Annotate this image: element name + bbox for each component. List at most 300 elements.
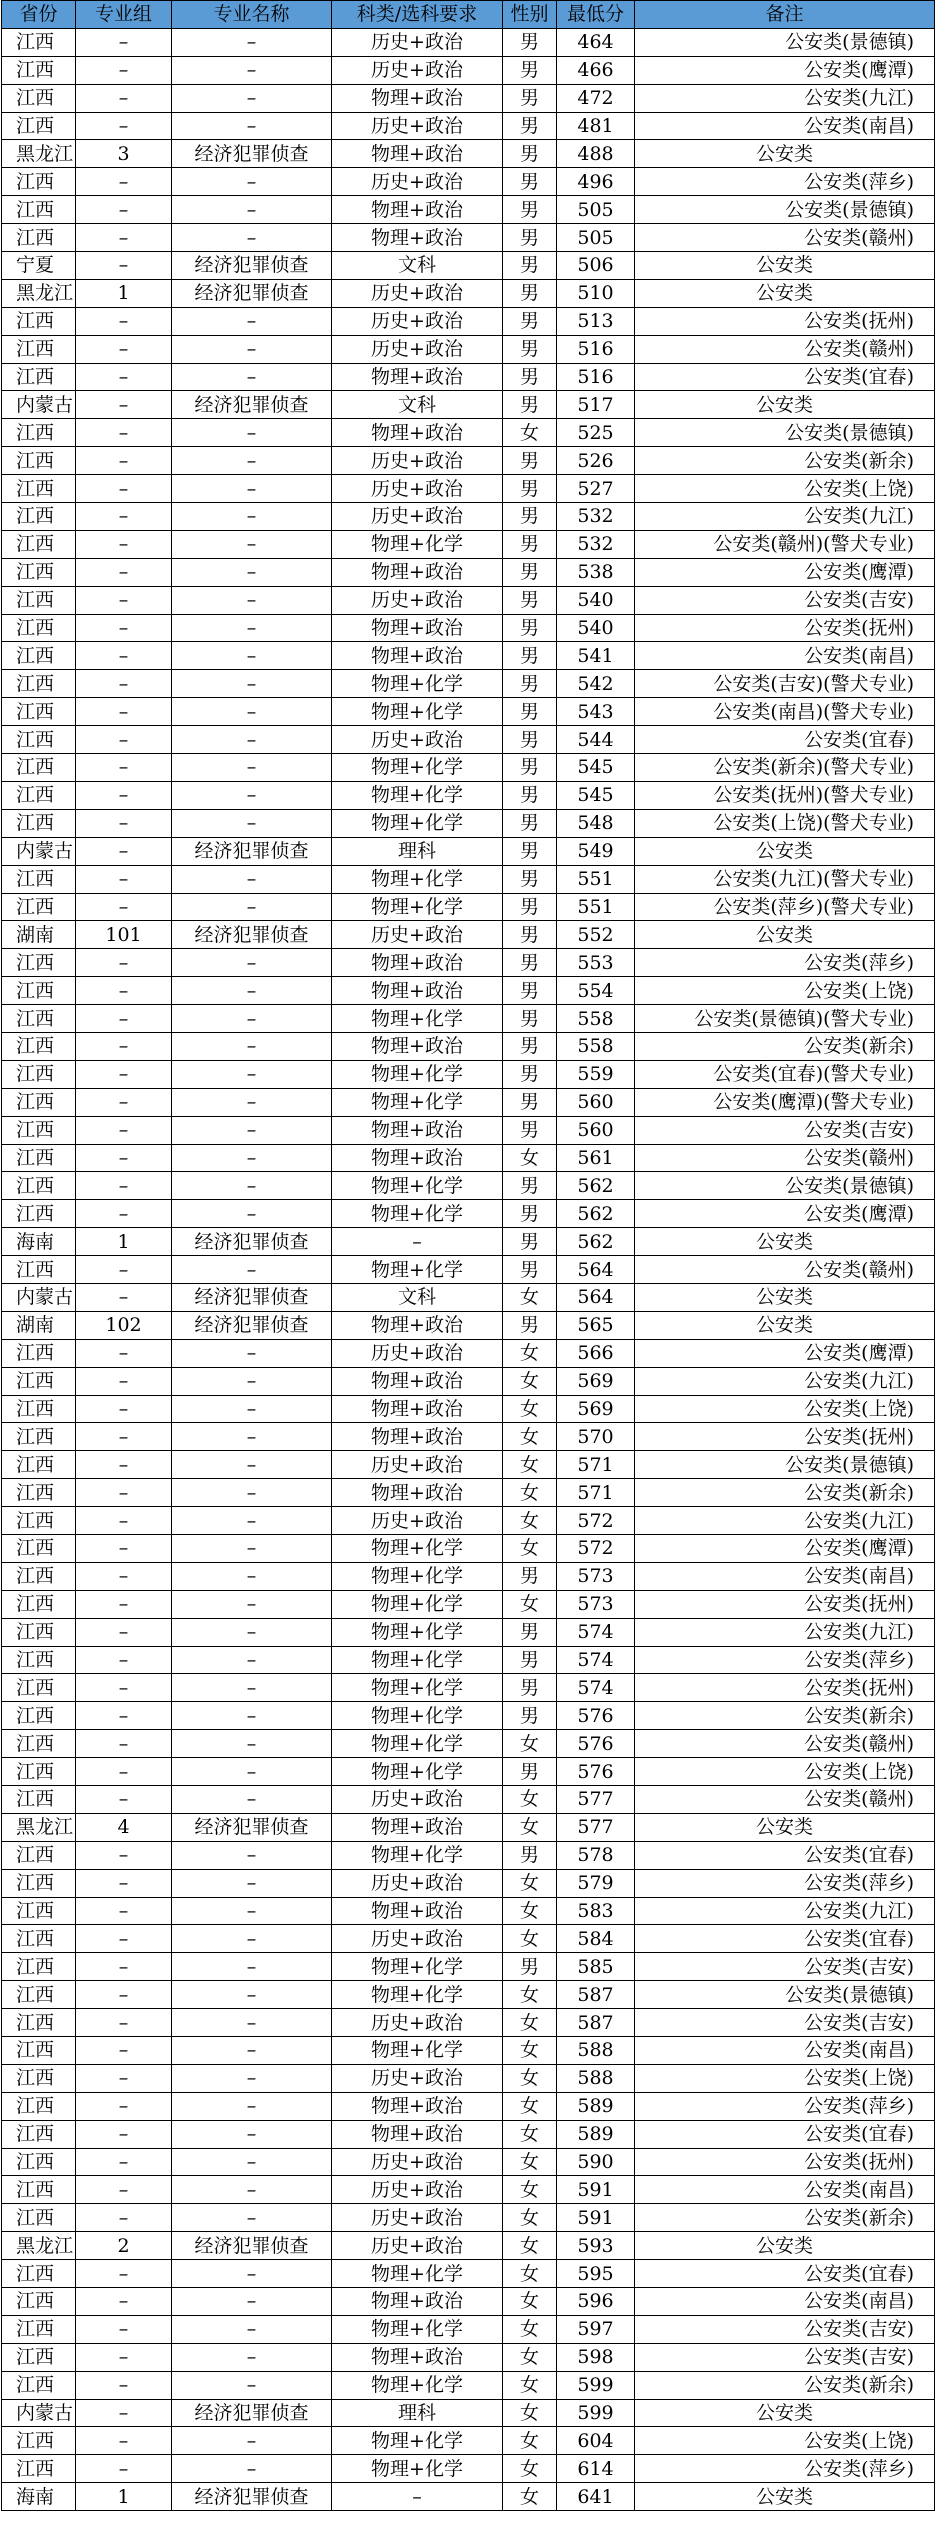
subject-requirement-cell: 物理+化学 <box>332 865 503 893</box>
table-row <box>2 307 935 335</box>
remarks-cell: 公安类(赣州) <box>635 1256 935 1284</box>
subject-requirement-cell: 物理+化学 <box>332 1758 503 1786</box>
gender-cell: 男 <box>503 865 557 893</box>
province-cell: 江西 <box>2 1674 76 1702</box>
remarks-cell: 公安类(抚州) <box>635 614 935 642</box>
table-row <box>2 503 935 531</box>
major-group-cell: – <box>76 475 172 503</box>
min-score-cell: 561 <box>557 1144 635 1172</box>
gender-cell: 女 <box>503 1925 557 1953</box>
remarks-cell: 公安类(抚州) <box>635 1674 935 1702</box>
subject-requirement-cell: 历史+政治 <box>332 279 503 307</box>
min-score-cell: 587 <box>557 2009 635 2037</box>
major-name-cell: – <box>172 2260 332 2288</box>
province-cell: 江西 <box>2 196 76 224</box>
major-group-cell: – <box>76 1116 172 1144</box>
gender-cell: 男 <box>503 84 557 112</box>
min-score-cell: 577 <box>557 1786 635 1814</box>
gender-cell: 男 <box>503 530 557 558</box>
gender-cell: 男 <box>503 893 557 921</box>
major-name-cell: – <box>172 1730 332 1758</box>
province-cell: 江西 <box>2 1172 76 1200</box>
major-name-cell: – <box>172 56 332 84</box>
major-name-cell: – <box>172 363 332 391</box>
gender-cell: 男 <box>503 754 557 782</box>
province-cell: 江西 <box>2 1981 76 2009</box>
table-row <box>2 2399 935 2427</box>
subject-requirement-cell: 物理+政治 <box>332 1897 503 1925</box>
major-name-cell: – <box>172 112 332 140</box>
gender-cell: 男 <box>503 1116 557 1144</box>
min-score-cell: 596 <box>557 2288 635 2316</box>
province-cell: 江西 <box>2 1088 76 1116</box>
province-cell: 内蒙古 <box>2 391 76 419</box>
table-row <box>2 1925 935 1953</box>
gender-cell: 男 <box>503 1646 557 1674</box>
gender-cell: 男 <box>503 1758 557 1786</box>
major-name-cell: – <box>172 1088 332 1116</box>
remarks-cell: 公安类(鹰潭) <box>635 1339 935 1367</box>
province-cell: 江西 <box>2 1869 76 1897</box>
gender-cell: 女 <box>503 2427 557 2455</box>
min-score-cell: 578 <box>557 1841 635 1869</box>
admission-score-table <box>1 0 935 2511</box>
major-group-cell: – <box>76 1339 172 1367</box>
remarks-cell: 公安类(萍乡) <box>635 1869 935 1897</box>
major-group-cell: – <box>76 586 172 614</box>
remarks-cell: 公安类 <box>635 1311 935 1339</box>
major-name-cell: – <box>172 781 332 809</box>
major-name-cell: – <box>172 2009 332 2037</box>
table-row <box>2 2204 935 2232</box>
major-name-cell: – <box>172 1060 332 1088</box>
subject-requirement-cell: 物理+化学 <box>332 1060 503 1088</box>
major-group-cell: – <box>76 1200 172 1228</box>
gender-cell: 男 <box>503 112 557 140</box>
table-row <box>2 1395 935 1423</box>
subject-requirement-cell: 物理+化学 <box>332 2371 503 2399</box>
gender-cell: 女 <box>503 1590 557 1618</box>
major-group-cell: – <box>76 1367 172 1395</box>
major-group-cell: – <box>76 2092 172 2120</box>
gender-cell: 男 <box>503 586 557 614</box>
gender-cell: 女 <box>503 2064 557 2092</box>
major-group-cell: – <box>76 391 172 419</box>
remarks-cell: 公安类(南昌) <box>635 2176 935 2204</box>
remarks-cell: 公安类(九江) <box>635 1367 935 1395</box>
remarks-cell: 公安类 <box>635 2483 935 2511</box>
major-name-cell: – <box>172 726 332 754</box>
remarks-cell: 公安类(南昌) <box>635 112 935 140</box>
min-score-cell: 588 <box>557 2064 635 2092</box>
province-cell: 江西 <box>2 726 76 754</box>
min-score-cell: 566 <box>557 1339 635 1367</box>
gender-cell: 女 <box>503 2371 557 2399</box>
major-group-cell: – <box>76 1060 172 1088</box>
gender-cell: 男 <box>503 363 557 391</box>
major-group-cell: 102 <box>76 1311 172 1339</box>
remarks-cell: 公安类(上饶) <box>635 2064 935 2092</box>
major-group-cell: 3 <box>76 140 172 168</box>
province-cell: 江西 <box>2 1897 76 1925</box>
gender-cell: 男 <box>503 781 557 809</box>
table-row <box>2 2064 935 2092</box>
major-name-cell: – <box>172 1869 332 1897</box>
subject-requirement-cell: 历史+政治 <box>332 2176 503 2204</box>
table-row <box>2 2288 935 2316</box>
major-group-cell: – <box>76 84 172 112</box>
gender-cell: 女 <box>503 2315 557 2343</box>
remarks-cell: 公安类 <box>635 279 935 307</box>
table-row <box>2 1060 935 1088</box>
min-score-cell: 614 <box>557 2455 635 2483</box>
major-group-cell: – <box>76 1395 172 1423</box>
remarks-cell: 公安类(吉安) <box>635 586 935 614</box>
subject-requirement-cell: 物理+化学 <box>332 698 503 726</box>
major-name-cell: 经济犯罪侦查 <box>172 2399 332 2427</box>
remarks-cell: 公安类(吉安) <box>635 1953 935 1981</box>
major-name-cell: – <box>172 1367 332 1395</box>
gender-cell: 女 <box>503 1869 557 1897</box>
remarks-cell: 公安类(赣州) <box>635 335 935 363</box>
min-score-cell: 545 <box>557 781 635 809</box>
remarks-cell: 公安类(吉安) <box>635 1116 935 1144</box>
major-group-cell: – <box>76 1283 172 1311</box>
gender-cell: 女 <box>503 2204 557 2232</box>
major-name-cell: – <box>172 1451 332 1479</box>
min-score-cell: 589 <box>557 2120 635 2148</box>
major-name-cell: – <box>172 1005 332 1033</box>
province-cell: 海南 <box>2 1228 76 1256</box>
remarks-cell: 公安类(九江) <box>635 1897 935 1925</box>
table-row <box>2 447 935 475</box>
subject-requirement-cell: 历史+政治 <box>332 586 503 614</box>
min-score-cell: 552 <box>557 921 635 949</box>
min-score-cell: 516 <box>557 363 635 391</box>
subject-requirement-cell: 物理+化学 <box>332 1590 503 1618</box>
min-score-cell: 584 <box>557 1925 635 1953</box>
gender-cell: 男 <box>503 196 557 224</box>
subject-requirement-cell: 物理+政治 <box>332 2120 503 2148</box>
major-group-cell: – <box>76 1534 172 1562</box>
gender-cell: 女 <box>503 1395 557 1423</box>
table-row <box>2 754 935 782</box>
province-cell: 江西 <box>2 28 76 56</box>
subject-requirement-cell: 物理+政治 <box>332 363 503 391</box>
remarks-cell: 公安类(景德镇) <box>635 196 935 224</box>
remarks-cell: 公安类(萍乡) <box>635 1646 935 1674</box>
table-row <box>2 642 935 670</box>
subject-requirement-cell: 物理+政治 <box>332 558 503 586</box>
major-name-cell: – <box>172 196 332 224</box>
remarks-cell: 公安类(景德镇)(警犬专业) <box>635 1005 935 1033</box>
major-name-cell: – <box>172 558 332 586</box>
province-cell: 江西 <box>2 698 76 726</box>
subject-requirement-cell: 物理+政治 <box>332 977 503 1005</box>
major-name-cell: – <box>172 1841 332 1869</box>
table-row <box>2 1172 935 1200</box>
table-row <box>2 140 935 168</box>
major-name-cell: 经济犯罪侦查 <box>172 252 332 280</box>
table-row <box>2 1228 935 1256</box>
province-cell: 宁夏 <box>2 252 76 280</box>
province-cell: 黑龙江 <box>2 2232 76 2260</box>
table-row <box>2 837 935 865</box>
min-score-cell: 513 <box>557 307 635 335</box>
subject-requirement-cell: 历史+政治 <box>332 112 503 140</box>
min-score-cell: 579 <box>557 1869 635 1897</box>
remarks-cell: 公安类(九江)(警犬专业) <box>635 865 935 893</box>
province-cell: 江西 <box>2 1925 76 1953</box>
table-row <box>2 56 935 84</box>
subject-requirement-cell: 历史+政治 <box>332 2204 503 2232</box>
subject-requirement-cell: 物理+政治 <box>332 196 503 224</box>
province-cell: 江西 <box>2 1786 76 1814</box>
major-name-cell: – <box>172 530 332 558</box>
subject-requirement-cell: 物理+政治 <box>332 1116 503 1144</box>
gender-cell: 男 <box>503 837 557 865</box>
remarks-cell: 公安类(上饶)(警犬专业) <box>635 809 935 837</box>
remarks-cell: 公安类(赣州) <box>635 1144 935 1172</box>
province-cell: 江西 <box>2 1060 76 1088</box>
gender-cell: 男 <box>503 28 557 56</box>
province-cell: 江西 <box>2 781 76 809</box>
subject-requirement-cell: 历史+政治 <box>332 56 503 84</box>
major-name-cell: – <box>172 1786 332 1814</box>
major-group-cell: – <box>76 809 172 837</box>
major-group-cell: – <box>76 754 172 782</box>
min-score-cell: 573 <box>557 1562 635 1590</box>
subject-requirement-cell: 历史+政治 <box>332 168 503 196</box>
major-name-cell: – <box>172 2204 332 2232</box>
gender-cell: 男 <box>503 1702 557 1730</box>
subject-requirement-cell: 物理+政治 <box>332 140 503 168</box>
min-score-cell: 562 <box>557 1172 635 1200</box>
province-cell: 江西 <box>2 1758 76 1786</box>
subject-requirement-cell: 物理+化学 <box>332 2037 503 2065</box>
major-group-cell: 1 <box>76 2483 172 2511</box>
province-cell: 江西 <box>2 475 76 503</box>
major-group-cell: – <box>76 2009 172 2037</box>
subject-requirement-cell: 历史+政治 <box>332 921 503 949</box>
major-group-cell: – <box>76 2427 172 2455</box>
min-score-cell: 562 <box>557 1228 635 1256</box>
major-name-cell: – <box>172 307 332 335</box>
remarks-cell: 公安类(宜春) <box>635 2120 935 2148</box>
gender-cell: 女 <box>503 2176 557 2204</box>
table-row <box>2 335 935 363</box>
major-name-cell: – <box>172 949 332 977</box>
min-score-cell: 544 <box>557 726 635 754</box>
province-cell: 江西 <box>2 2427 76 2455</box>
gender-cell: 女 <box>503 2288 557 2316</box>
remarks-cell: 公安类(九江) <box>635 84 935 112</box>
min-score-cell: 532 <box>557 503 635 531</box>
subject-requirement-cell: 物理+化学 <box>332 530 503 558</box>
major-group-cell: – <box>76 196 172 224</box>
province-cell: 江西 <box>2 614 76 642</box>
remarks-cell: 公安类(上饶) <box>635 977 935 1005</box>
remarks-cell: 公安类(宜春) <box>635 363 935 391</box>
subject-requirement-cell: 物理+化学 <box>332 670 503 698</box>
subject-requirement-cell: 物理+政治 <box>332 949 503 977</box>
table-row <box>2 949 935 977</box>
gender-cell: 男 <box>503 1032 557 1060</box>
province-cell: 江西 <box>2 2009 76 2037</box>
major-group-cell: 1 <box>76 279 172 307</box>
province-cell: 江西 <box>2 1367 76 1395</box>
major-name-cell: 经济犯罪侦查 <box>172 1228 332 1256</box>
major-name-cell: – <box>172 1116 332 1144</box>
major-group-cell: – <box>76 1981 172 2009</box>
min-score-cell: 488 <box>557 140 635 168</box>
gender-cell: 男 <box>503 642 557 670</box>
province-cell: 江西 <box>2 1005 76 1033</box>
major-name-cell: – <box>172 2120 332 2148</box>
major-group-cell: – <box>76 781 172 809</box>
table-row <box>2 2009 935 2037</box>
subject-requirement-cell: 历史+政治 <box>332 28 503 56</box>
major-name-cell: – <box>172 224 332 252</box>
major-group-cell: – <box>76 1953 172 1981</box>
gender-cell: 男 <box>503 447 557 475</box>
major-group-cell: – <box>76 1869 172 1897</box>
table-row <box>2 1562 935 1590</box>
header-subject-requirement: 科类/选科要求 <box>332 1 503 29</box>
gender-cell: 男 <box>503 1228 557 1256</box>
major-name-cell: – <box>172 2455 332 2483</box>
min-score-cell: 573 <box>557 1590 635 1618</box>
remarks-cell: 公安类(吉安)(警犬专业) <box>635 670 935 698</box>
min-score-cell: 466 <box>557 56 635 84</box>
gender-cell: 男 <box>503 279 557 307</box>
table-row <box>2 893 935 921</box>
remarks-cell: 公安类(新余) <box>635 2204 935 2232</box>
table-row <box>2 558 935 586</box>
min-score-cell: 549 <box>557 837 635 865</box>
table-row <box>2 2483 935 2511</box>
table-row <box>2 1869 935 1897</box>
table-row <box>2 112 935 140</box>
major-group-cell: – <box>76 1758 172 1786</box>
major-group-cell: – <box>76 2260 172 2288</box>
major-name-cell: – <box>172 1172 332 1200</box>
gender-cell: 女 <box>503 1786 557 1814</box>
major-name-cell: – <box>172 2371 332 2399</box>
min-score-cell: 496 <box>557 168 635 196</box>
table-row <box>2 865 935 893</box>
province-cell: 江西 <box>2 224 76 252</box>
table-row <box>2 224 935 252</box>
subject-requirement-cell: 理科 <box>332 837 503 865</box>
subject-requirement-cell: 物理+化学 <box>332 809 503 837</box>
table-row <box>2 2371 935 2399</box>
min-score-cell: 558 <box>557 1032 635 1060</box>
province-cell: 江西 <box>2 1451 76 1479</box>
gender-cell: 女 <box>503 1981 557 2009</box>
gender-cell: 女 <box>503 1283 557 1311</box>
table-row <box>2 2455 935 2483</box>
subject-requirement-cell: 物理+化学 <box>332 2455 503 2483</box>
min-score-cell: 593 <box>557 2232 635 2260</box>
major-name-cell: – <box>172 1953 332 1981</box>
major-group-cell: 2 <box>76 2232 172 2260</box>
table-row <box>2 1507 935 1535</box>
major-group-cell: – <box>76 2343 172 2371</box>
gender-cell: 男 <box>503 168 557 196</box>
gender-cell: 男 <box>503 726 557 754</box>
major-group-cell: – <box>76 2176 172 2204</box>
remarks-cell: 公安类(九江) <box>635 1507 935 1535</box>
table-row <box>2 2037 935 2065</box>
major-name-cell: – <box>172 865 332 893</box>
gender-cell: 女 <box>503 2148 557 2176</box>
min-score-cell: 505 <box>557 196 635 224</box>
major-group-cell: – <box>76 56 172 84</box>
subject-requirement-cell: 物理+化学 <box>332 1981 503 2009</box>
gender-cell: 男 <box>503 558 557 586</box>
remarks-cell: 公安类(抚州) <box>635 307 935 335</box>
table-row <box>2 530 935 558</box>
gender-cell: 男 <box>503 335 557 363</box>
table-row <box>2 419 935 447</box>
min-score-cell: 564 <box>557 1283 635 1311</box>
subject-requirement-cell: 物理+化学 <box>332 1256 503 1284</box>
province-cell: 内蒙古 <box>2 837 76 865</box>
gender-cell: 男 <box>503 1005 557 1033</box>
subject-requirement-cell: – <box>332 1228 503 1256</box>
major-name-cell: – <box>172 1256 332 1284</box>
header-gender: 性别 <box>503 1 557 29</box>
province-cell: 江西 <box>2 1646 76 1674</box>
major-name-cell: – <box>172 1534 332 1562</box>
major-group-cell: – <box>76 1032 172 1060</box>
major-name-cell: – <box>172 503 332 531</box>
major-name-cell: – <box>172 1702 332 1730</box>
subject-requirement-cell: 物理+化学 <box>332 1005 503 1033</box>
subject-requirement-cell: 历史+政治 <box>332 1869 503 1897</box>
remarks-cell: 公安类(萍乡) <box>635 168 935 196</box>
min-score-cell: 585 <box>557 1953 635 1981</box>
table-row <box>2 1897 935 1925</box>
header-remarks: 备注 <box>635 1 935 29</box>
subject-requirement-cell: 物理+化学 <box>332 1674 503 1702</box>
major-name-cell: 经济犯罪侦查 <box>172 2483 332 2511</box>
major-group-cell: 1 <box>76 1228 172 1256</box>
min-score-cell: 541 <box>557 642 635 670</box>
gender-cell: 男 <box>503 1200 557 1228</box>
min-score-cell: 569 <box>557 1367 635 1395</box>
province-cell: 江西 <box>2 754 76 782</box>
min-score-cell: 590 <box>557 2148 635 2176</box>
remarks-cell: 公安类(九江) <box>635 1618 935 1646</box>
table-row <box>2 2148 935 2176</box>
table-row <box>2 809 935 837</box>
subject-requirement-cell: 物理+政治 <box>332 224 503 252</box>
table-row <box>2 1451 935 1479</box>
header-major-name: 专业名称 <box>172 1 332 29</box>
gender-cell: 女 <box>503 1339 557 1367</box>
gender-cell: 男 <box>503 1953 557 1981</box>
major-name-cell: – <box>172 28 332 56</box>
province-cell: 江西 <box>2 2455 76 2483</box>
province-cell: 江西 <box>2 2176 76 2204</box>
major-name-cell: – <box>172 2092 332 2120</box>
min-score-cell: 538 <box>557 558 635 586</box>
subject-requirement-cell: 物理+政治 <box>332 1423 503 1451</box>
province-cell: 江西 <box>2 335 76 363</box>
subject-requirement-cell: 物理+化学 <box>332 1562 503 1590</box>
